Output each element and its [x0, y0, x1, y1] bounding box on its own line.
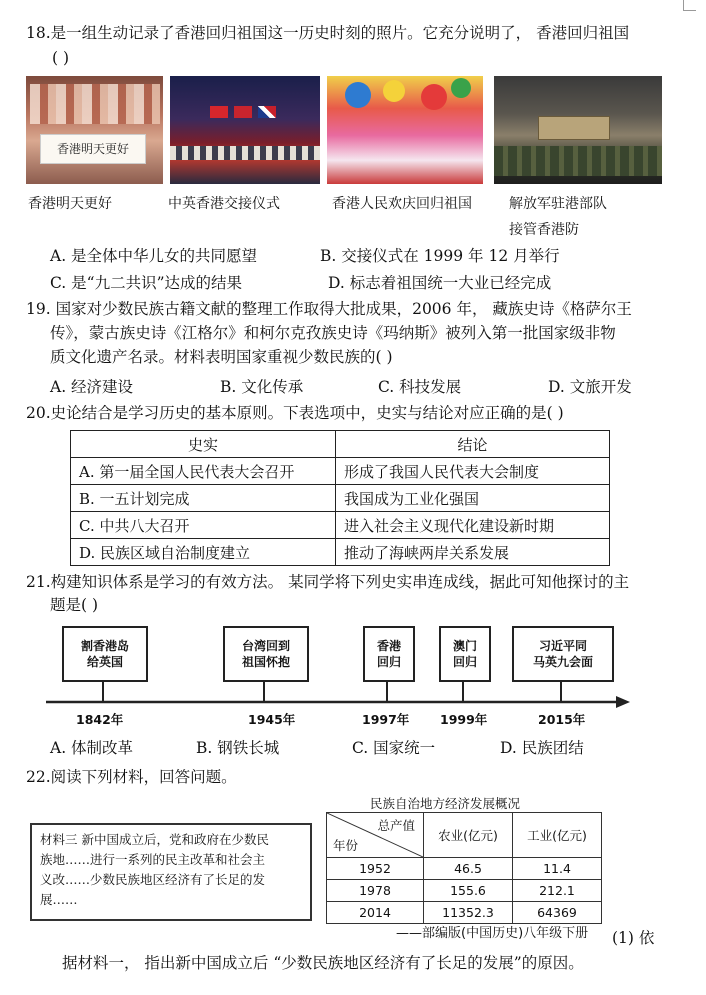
timeline-event-line2: 回归 — [376, 655, 401, 669]
economy-table — [326, 812, 602, 924]
material-three-text — [40, 830, 302, 910]
q18-answer-blank: ( ) — [52, 49, 70, 67]
material-three-line: 义改……少数民族地区经济有了长足的发 — [40, 872, 266, 887]
q20-fact-b: B. 一五计划完成 — [71, 485, 336, 512]
timeline-event-line1: 割香港岛 — [80, 639, 129, 653]
q19-stem-line3: 质文化遗产名录。材料表明国家重视少数民族的( ) — [50, 348, 393, 366]
photo-caption-3: 香港人民欢庆回归祖国 — [332, 196, 472, 212]
q21-stem-line2: 题是( ) — [50, 596, 99, 614]
economy-col-agri: 农业(亿元) — [424, 813, 513, 858]
timeline-event-line1: 台湾回到 — [241, 639, 290, 653]
economy-table-corner-cell — [327, 813, 424, 858]
economy-agri-value: 155.6 — [424, 880, 513, 902]
table-row[interactable] — [71, 458, 610, 485]
q20-conclusion-b: 我国成为工业化强国 — [336, 485, 610, 512]
economy-ind-value: 212.1 — [513, 880, 602, 902]
table-row[interactable] — [71, 512, 610, 539]
photo-caption-1: 香港明天更好 — [28, 196, 112, 212]
q22-stem: 22.阅读下列材料，回答问题。 — [26, 768, 237, 786]
q19-stem-line1: 19. 国家对少数民族古籍文献的整理工作取得大批成果，2006 年， 藏族史诗《格萨尔王 — [26, 300, 632, 318]
economy-table-title: 民族自治地方经济发展概况 — [370, 796, 521, 811]
page-corner-mark — [683, 0, 696, 11]
photo-celebration — [327, 76, 483, 184]
economy-table-source: ——部编版(中国历史)八年级下册 — [396, 926, 589, 941]
timeline-year: 1842年 — [76, 712, 124, 727]
material-three-line: 材料三 新中国成立后，党和政府在少数民 — [40, 832, 269, 847]
timeline-event-1945 — [223, 626, 309, 682]
timeline-event-line2: 回归 — [452, 655, 477, 669]
q19-option-b[interactable]: B. 文化传承 — [220, 378, 304, 396]
q21-option-d[interactable]: D. 民族团结 — [500, 739, 584, 757]
q20-conclusion-a: 形成了我国人民代表大会制度 — [336, 458, 610, 485]
timeline-event-line2: 祖国怀抱 — [241, 655, 290, 669]
q22-q1-start: (1) 依 — [612, 929, 655, 947]
timeline-event-line2: 马英九会面 — [532, 655, 593, 669]
timeline-event-1842 — [62, 626, 148, 682]
q18-option-b[interactable]: B. 交接仪式在 1999 年 12 月举行 — [320, 247, 560, 265]
q21-stem-line1: 21.构建知识体系是学习的有效方法。 某同学将下列史实串连成线，据此可知他探讨的主 — [26, 573, 630, 591]
q21-option-a[interactable]: A. 体制改革 — [50, 739, 134, 757]
timeline-event-1999 — [439, 626, 491, 682]
q20-conclusion-c: 进入社会主义现代化建设新时期 — [336, 512, 610, 539]
photo-handover-ceremony — [170, 76, 320, 184]
q20-fact-c: C. 中共八大召开 — [71, 512, 336, 539]
corner-bottom-label: 年份 — [333, 838, 359, 853]
q20-conclusion-d: 推动了海峡两岸关系发展 — [336, 539, 610, 566]
timeline-event-1997 — [363, 626, 415, 682]
table-row[interactable] — [71, 485, 610, 512]
q21-option-b[interactable]: B. 钢铁长城 — [196, 739, 280, 757]
table-row — [327, 880, 602, 902]
economy-year: 2014 — [327, 902, 424, 924]
timeline-axis-arrow — [46, 694, 632, 710]
timeline-year: 1999年 — [440, 712, 488, 727]
q18-stem-line1: 18.是一组生动记录了香港回归祖国这一历史时刻的照片。它充分说明了， 香港回归祖国 — [26, 24, 630, 42]
photo-caption-4-line1: 解放军驻港部队 — [509, 196, 607, 212]
timeline-event-2015 — [512, 626, 614, 682]
photo-caption-2: 中英香港交接仪式 — [168, 196, 280, 212]
q22-q1-text: 据材料一， 指出新中国成立后 “少数民族地区经济有了长足的发展”的原因。 — [62, 954, 584, 972]
table-row — [327, 902, 602, 924]
table-row[interactable] — [71, 539, 610, 566]
timeline-event-line1: 澳门 — [452, 639, 477, 653]
q18-option-c[interactable]: C. 是“九二共识”达成的结果 — [50, 274, 243, 292]
economy-ind-value: 64369 — [513, 902, 602, 924]
economy-year: 1952 — [327, 858, 424, 880]
q20-fact-a: A. 第一届全国人民代表大会召开 — [71, 458, 336, 485]
material-three-line: 展…… — [40, 892, 78, 907]
photo-caption-4-line2: 接管香港防 — [509, 222, 579, 238]
material-three-line: 族地……进行一系列的民主改革和社会主 — [40, 852, 266, 867]
q19-option-a[interactable]: A. 经济建设 — [50, 378, 134, 396]
q20-fact-d: D. 民族区域自治制度建立 — [71, 539, 336, 566]
q20-stem: 20.史论结合是学习历史的基本原则。下表选项中，史实与结论对应正确的是( ) — [26, 404, 564, 422]
photo-sign: 香港明天更好 — [40, 134, 146, 164]
timeline-year: 2015年 — [538, 712, 586, 727]
corner-top-label: 总产值 — [377, 818, 415, 833]
economy-agri-value: 11352.3 — [424, 902, 513, 924]
timeline-event-line2: 给英国 — [86, 655, 123, 669]
table-row — [327, 858, 602, 880]
q18-option-d[interactable]: D. 标志着祖国统一大业已经完成 — [328, 274, 552, 292]
economy-col-ind: 工业(亿元) — [513, 813, 602, 858]
timeline-year: 1945年 — [248, 712, 296, 727]
q19-stem-line2: 传》，蒙古族史诗《江格尔》和柯尔克孜族史诗《玛纳斯》被列入第一批国家级非物 — [50, 324, 616, 342]
economy-agri-value: 46.5 — [424, 858, 513, 880]
q21-option-c[interactable]: C. 国家统一 — [352, 739, 436, 757]
q18-option-a[interactable]: A. 是全体中华儿女的共同愿望 — [50, 247, 258, 265]
q20-table — [70, 430, 610, 566]
economy-year: 1978 — [327, 880, 424, 902]
q20-header-conclusion: 结论 — [336, 431, 610, 458]
q20-header-fact: 史实 — [71, 431, 336, 458]
timeline-year: 1997年 — [362, 712, 410, 727]
q19-option-c[interactable]: C. 科技发展 — [378, 378, 462, 396]
economy-ind-value: 11.4 — [513, 858, 602, 880]
q19-option-d[interactable]: D. 文旅开发 — [548, 378, 632, 396]
timeline-event-line1: 香港 — [376, 639, 401, 653]
photo-pla-garrison — [494, 76, 662, 184]
photo-hk-better-tomorrow — [26, 76, 163, 184]
timeline-event-line1: 习近平同 — [538, 639, 587, 653]
